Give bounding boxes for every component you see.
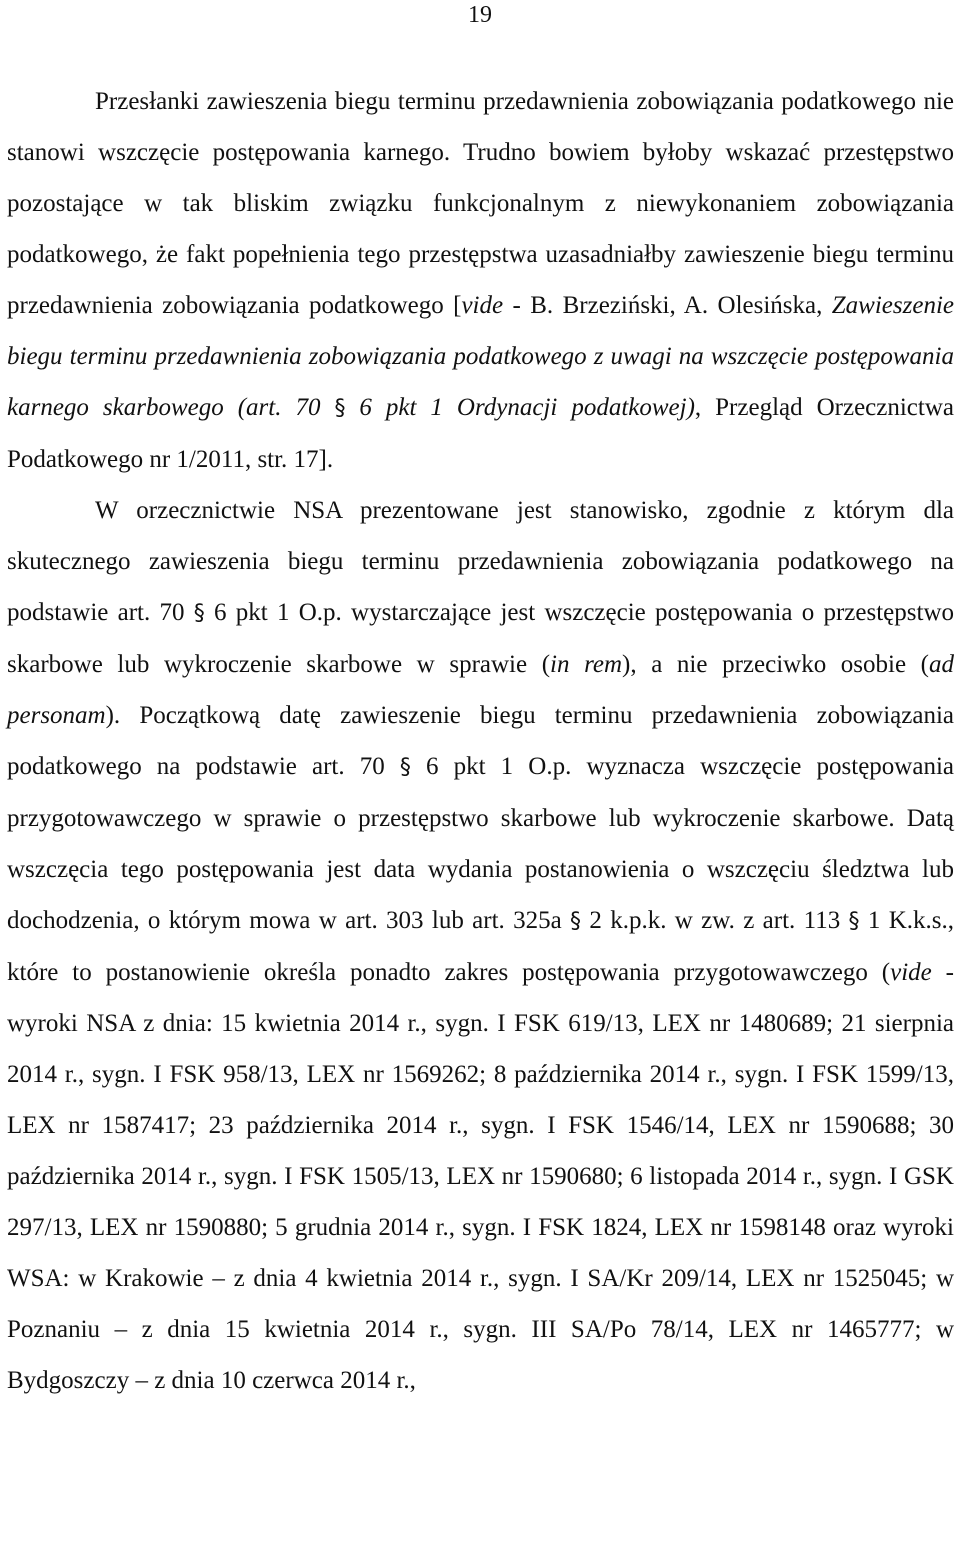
p2-italic-vide: vide: [890, 959, 932, 986]
p2-text-3: ), a nie przeciwko osobie (: [622, 651, 929, 678]
p1-text-2: - B. Brzeziński, A. Olesińska,: [503, 292, 832, 319]
document-body: [7, 76, 954, 1406]
section-sign: §: [399, 755, 411, 780]
p2-text-2: 6 pkt 1 O.p. wystarczające jest wszczęcie postępowania o przestępstwo skarbowe lub wykroczenie skarbowe w sprawie (: [7, 599, 955, 678]
p2-text-6: 2 k.p.k. w zw. z art. 113: [581, 907, 849, 934]
paragraph-1: [7, 76, 954, 485]
paragraph-2: [7, 485, 954, 1406]
p2-text-7: 1 K.k.s., które to postanowienie określa ponadto zakres postępowania przygotowawczego (: [7, 907, 954, 986]
p1-italic-vide: vide: [461, 292, 504, 319]
section-sign: §: [570, 909, 582, 934]
p1-italic-title: Zawieszenie biegu terminu przedawnienia zobowiązania podatkowego z uwagi na wszczęcie postępowania karnego skarbowego (art. 70: [7, 292, 954, 421]
p2-italic-ad-personam: ad personam: [7, 651, 954, 729]
p1-text-1: Przesłanki zawieszenia biegu terminu przedawnienia zobowiązania podatkowego nie stanowi wszczęcie postępowania karnego. Trudno bowiem byłoby wskazać przestępstwo pozostające w tak bliskim związku funkcjonalnym z niewykonaniem zobowiązania podatkowego, że fakt popełnienia tego przestępstwa uzasadniałby zawieszenie biegu terminu przedawnienia zobowiązania podatkowego [: [7, 88, 954, 319]
p2-italic-in-rem: in rem: [550, 651, 623, 678]
p1-text-3: , Przegląd Orzecznictwa Podatkowego nr 1/2011, str. 17].: [7, 394, 955, 473]
p2-text-5: 6 pkt 1 O.p. wyznacza wszczęcie postępowania przygotowawczego w sprawie o przestępstwo skarbowe lub wykroczenie skarbowe. Datą wszczęcia tego postępowania jest data wydania postanowienia o wszczęciu śledztwa lub dochodzenia, o którym mowa w art. 303 lub art. 325a: [7, 753, 954, 934]
p2-text-8: - wyroki NSA z dnia: 15 kwietnia 2014 r., sygn. I FSK 619/13, LEX nr 1480689; 21 sierpnia 2014 r., sygn. I FSK 958/13, LEX nr 1569262; 8 października 2014 r., sygn. I FSK 1599/13, LEX nr 1587417; 23 października 2014 r., sygn. I FSK 1546/14, LEX nr 1590688; 30 października 2014 r., sygn. I FSK 1505/13, LEX nr 1590680; 6 listopada 2014 r., sygn. I GSK 297/13, LEX nr 1590880; 5 grudnia 2014 r., sygn. I FSK 1824, LEX nr 1598148 oraz wyroki WSA: w Krakowie – z dnia 4 kwietnia 2014 r., sygn. I SA/Kr 209/14, LEX nr 1525045; w Poznaniu – z dnia 15 kwietnia 2014 r., sygn. III SA/Po 78/14, LEX nr 1465777; w Bydgoszczy – z dnia 10 czerwca 2014 r.,: [7, 959, 955, 1394]
page-number: 19: [468, 2, 492, 28]
section-sign: §: [193, 601, 205, 626]
p2-text-1: W orzecznictwie NSA prezentowane jest stanowisko, zgodnie z którym dla skutecznego zawieszenia biegu terminu przedawnienia zobowiązania podatkowego na podstawie art. 70: [7, 497, 954, 626]
section-sign: §: [334, 396, 346, 421]
p2-text-4: ). Początkową datę zawieszenie biegu terminu przedawnienia zobowiązania podatkowego na podstawie art. 70: [7, 702, 954, 780]
p1-italic-title-end: 6 pkt 1 Ordynacji podatkowej): [345, 394, 695, 421]
section-sign: §: [848, 909, 860, 934]
